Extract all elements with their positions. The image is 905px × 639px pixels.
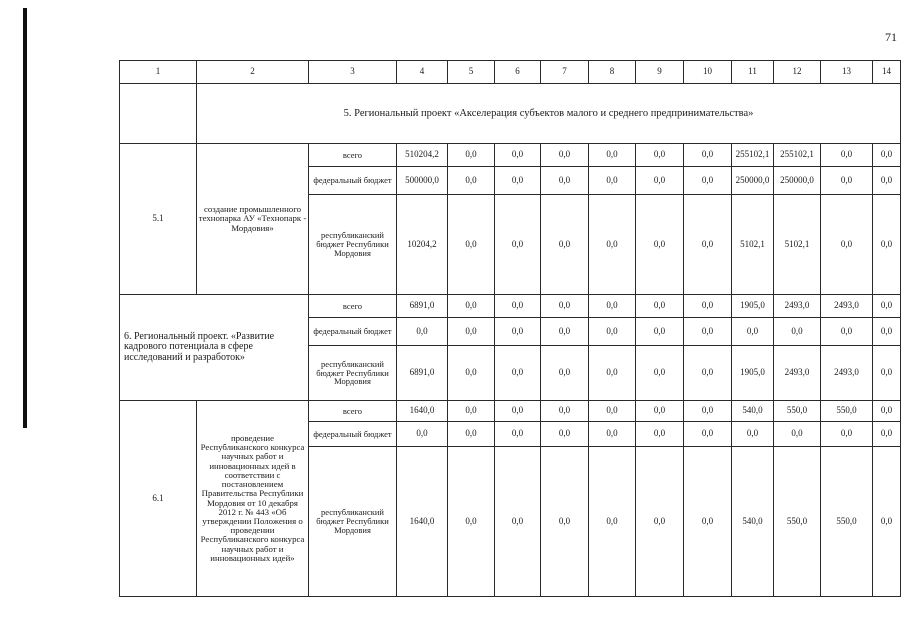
table-cell: 0,0 [448, 195, 495, 295]
table-cell: 0,0 [495, 167, 541, 195]
column-header: 7 [541, 61, 589, 84]
item-number: 5.1 [120, 144, 197, 295]
funding-source: всего [309, 295, 397, 318]
column-header: 10 [684, 61, 732, 84]
table-cell: 500000,0 [397, 167, 448, 195]
table-cell: 0,0 [495, 422, 541, 447]
funding-source: всего [309, 401, 397, 422]
table-cell: 0,0 [636, 346, 684, 401]
table-cell: 6891,0 [397, 295, 448, 318]
table-cell: 5102,1 [732, 195, 774, 295]
table-cell: 0,0 [589, 318, 636, 346]
table-cell: 0,0 [589, 167, 636, 195]
table-cell: 0,0 [541, 447, 589, 597]
table-cell: 0,0 [821, 422, 873, 447]
table-row [120, 295, 901, 318]
table-cell: 0,0 [636, 318, 684, 346]
table-cell: 2493,0 [774, 295, 821, 318]
table-cell: 550,0 [774, 401, 821, 422]
table-cell: 0,0 [541, 295, 589, 318]
table-cell: 550,0 [821, 401, 873, 422]
column-header: 12 [774, 61, 821, 84]
table-cell: 0,0 [684, 447, 732, 597]
column-header: 1 [120, 61, 197, 84]
table-cell: 0,0 [636, 422, 684, 447]
table-cell: 0,0 [495, 447, 541, 597]
table-cell: 2493,0 [821, 346, 873, 401]
table-cell: 0,0 [873, 346, 901, 401]
table-cell: 0,0 [397, 318, 448, 346]
table-cell: 0,0 [873, 318, 901, 346]
table-cell: 0,0 [448, 422, 495, 447]
table-cell: 0,0 [636, 195, 684, 295]
table-cell: 1905,0 [732, 346, 774, 401]
table-cell: 5102,1 [774, 195, 821, 295]
section-title-row [120, 84, 901, 144]
item-name: создание промышленного технопарка АУ «Технопарк - Мордовия» [197, 144, 309, 295]
table-cell: 0,0 [636, 167, 684, 195]
section-6-name: 6. Региональный проект. «Развитие кадрового потенциала в сфере исследований и разработок» [120, 295, 309, 401]
table-cell: 0,0 [448, 346, 495, 401]
table-cell: 0,0 [636, 447, 684, 597]
table-cell: 550,0 [821, 447, 873, 597]
table-cell: 0,0 [873, 144, 901, 167]
table-cell: 0,0 [636, 295, 684, 318]
table-cell: 0,0 [873, 295, 901, 318]
table-cell: 0,0 [541, 346, 589, 401]
funding-source: всего [309, 144, 397, 167]
table-cell: 0,0 [448, 167, 495, 195]
table-cell: 0,0 [821, 195, 873, 295]
item-number: 6.1 [120, 401, 197, 597]
item-name: проведение Республиканского конкурса научных работ и инновационных идей в соответствии с постановлением Правительства Республики Мордовия от 10 декабря 2012 г. № 443 «Об утверждении Положения о проведении Республиканского конкурса научных работ и инновационных идей» [197, 401, 309, 597]
table-cell: 0,0 [589, 144, 636, 167]
table-cell: 0,0 [495, 144, 541, 167]
table-cell: 0,0 [448, 295, 495, 318]
table-cell: 0,0 [495, 346, 541, 401]
binding-bar [23, 8, 27, 428]
table-cell: 0,0 [684, 346, 732, 401]
table-cell: 0,0 [448, 447, 495, 597]
table-cell: 2493,0 [821, 295, 873, 318]
table-cell: 0,0 [821, 318, 873, 346]
column-header: 13 [821, 61, 873, 84]
column-header: 6 [495, 61, 541, 84]
table-cell: 0,0 [732, 318, 774, 346]
table-cell: 0,0 [684, 167, 732, 195]
funding-source: федеральный бюджет [309, 422, 397, 447]
table-cell: 0,0 [589, 422, 636, 447]
table-cell: 0,0 [589, 401, 636, 422]
table-cell: 0,0 [873, 195, 901, 295]
table-cell: 0,0 [448, 401, 495, 422]
table-cell: 0,0 [873, 422, 901, 447]
table-cell: 0,0 [684, 422, 732, 447]
table-cell: 0,0 [636, 401, 684, 422]
table-cell: 0,0 [397, 422, 448, 447]
funding-source: федеральный бюджет [309, 167, 397, 195]
table-cell: 0,0 [732, 422, 774, 447]
funding-source: федеральный бюджет [309, 318, 397, 346]
column-header: 11 [732, 61, 774, 84]
table-cell: 0,0 [541, 401, 589, 422]
funding-source: республиканский бюджет Республики Мордовия [309, 195, 397, 295]
column-header: 3 [309, 61, 397, 84]
table-cell: 0,0 [495, 195, 541, 295]
table-cell: 1640,0 [397, 401, 448, 422]
table-cell: 0,0 [636, 144, 684, 167]
table-row [120, 401, 901, 422]
table-cell: 0,0 [495, 295, 541, 318]
section-5-title: 5. Региональный проект «Акселерация субъектов малого и среднего предпринимательства» [197, 84, 901, 144]
budget-table [119, 60, 901, 597]
column-header: 4 [397, 61, 448, 84]
table-cell: 0,0 [495, 318, 541, 346]
table-cell: 0,0 [873, 167, 901, 195]
table-cell: 0,0 [821, 144, 873, 167]
table-cell: 0,0 [774, 318, 821, 346]
table-cell: 540,0 [732, 447, 774, 597]
table-cell: 0,0 [684, 144, 732, 167]
column-header-row [120, 61, 901, 84]
table-cell: 255102,1 [732, 144, 774, 167]
table-cell: 0,0 [541, 422, 589, 447]
table-cell: 0,0 [589, 346, 636, 401]
table-cell: 0,0 [541, 318, 589, 346]
table-cell: 0,0 [684, 318, 732, 346]
table-cell: 0,0 [821, 167, 873, 195]
table-cell: 0,0 [684, 195, 732, 295]
table-cell: 0,0 [589, 295, 636, 318]
table-cell: 0,0 [684, 401, 732, 422]
table-cell: 0,0 [589, 195, 636, 295]
funding-source: республиканский бюджет Республики Мордовия [309, 447, 397, 597]
table-cell: 1640,0 [397, 447, 448, 597]
table-cell: 0,0 [541, 144, 589, 167]
table-cell: 0,0 [873, 401, 901, 422]
table-cell: 0,0 [541, 195, 589, 295]
table-cell: 510204,2 [397, 144, 448, 167]
page-number: 71 [885, 30, 897, 44]
table-cell: 550,0 [774, 447, 821, 597]
table-cell: 0,0 [774, 422, 821, 447]
table-cell: 255102,1 [774, 144, 821, 167]
table-cell: 540,0 [732, 401, 774, 422]
table-cell: 0,0 [495, 401, 541, 422]
column-header: 14 [873, 61, 901, 84]
table-cell: 0,0 [873, 447, 901, 597]
table-cell: 0,0 [448, 318, 495, 346]
table-cell: 0,0 [684, 295, 732, 318]
table-cell: 10204,2 [397, 195, 448, 295]
table-cell: 2493,0 [774, 346, 821, 401]
table-cell: 250000,0 [732, 167, 774, 195]
table-cell: 0,0 [541, 167, 589, 195]
column-header: 2 [197, 61, 309, 84]
table-cell: 1905,0 [732, 295, 774, 318]
table-cell: 0,0 [448, 144, 495, 167]
table-cell: 6891,0 [397, 346, 448, 401]
column-header: 5 [448, 61, 495, 84]
table-row [120, 144, 901, 167]
column-header: 8 [589, 61, 636, 84]
table-cell: 250000,0 [774, 167, 821, 195]
table-cell: 0,0 [589, 447, 636, 597]
funding-source: республиканский бюджет Республики Мордовия [309, 346, 397, 401]
column-header: 9 [636, 61, 684, 84]
